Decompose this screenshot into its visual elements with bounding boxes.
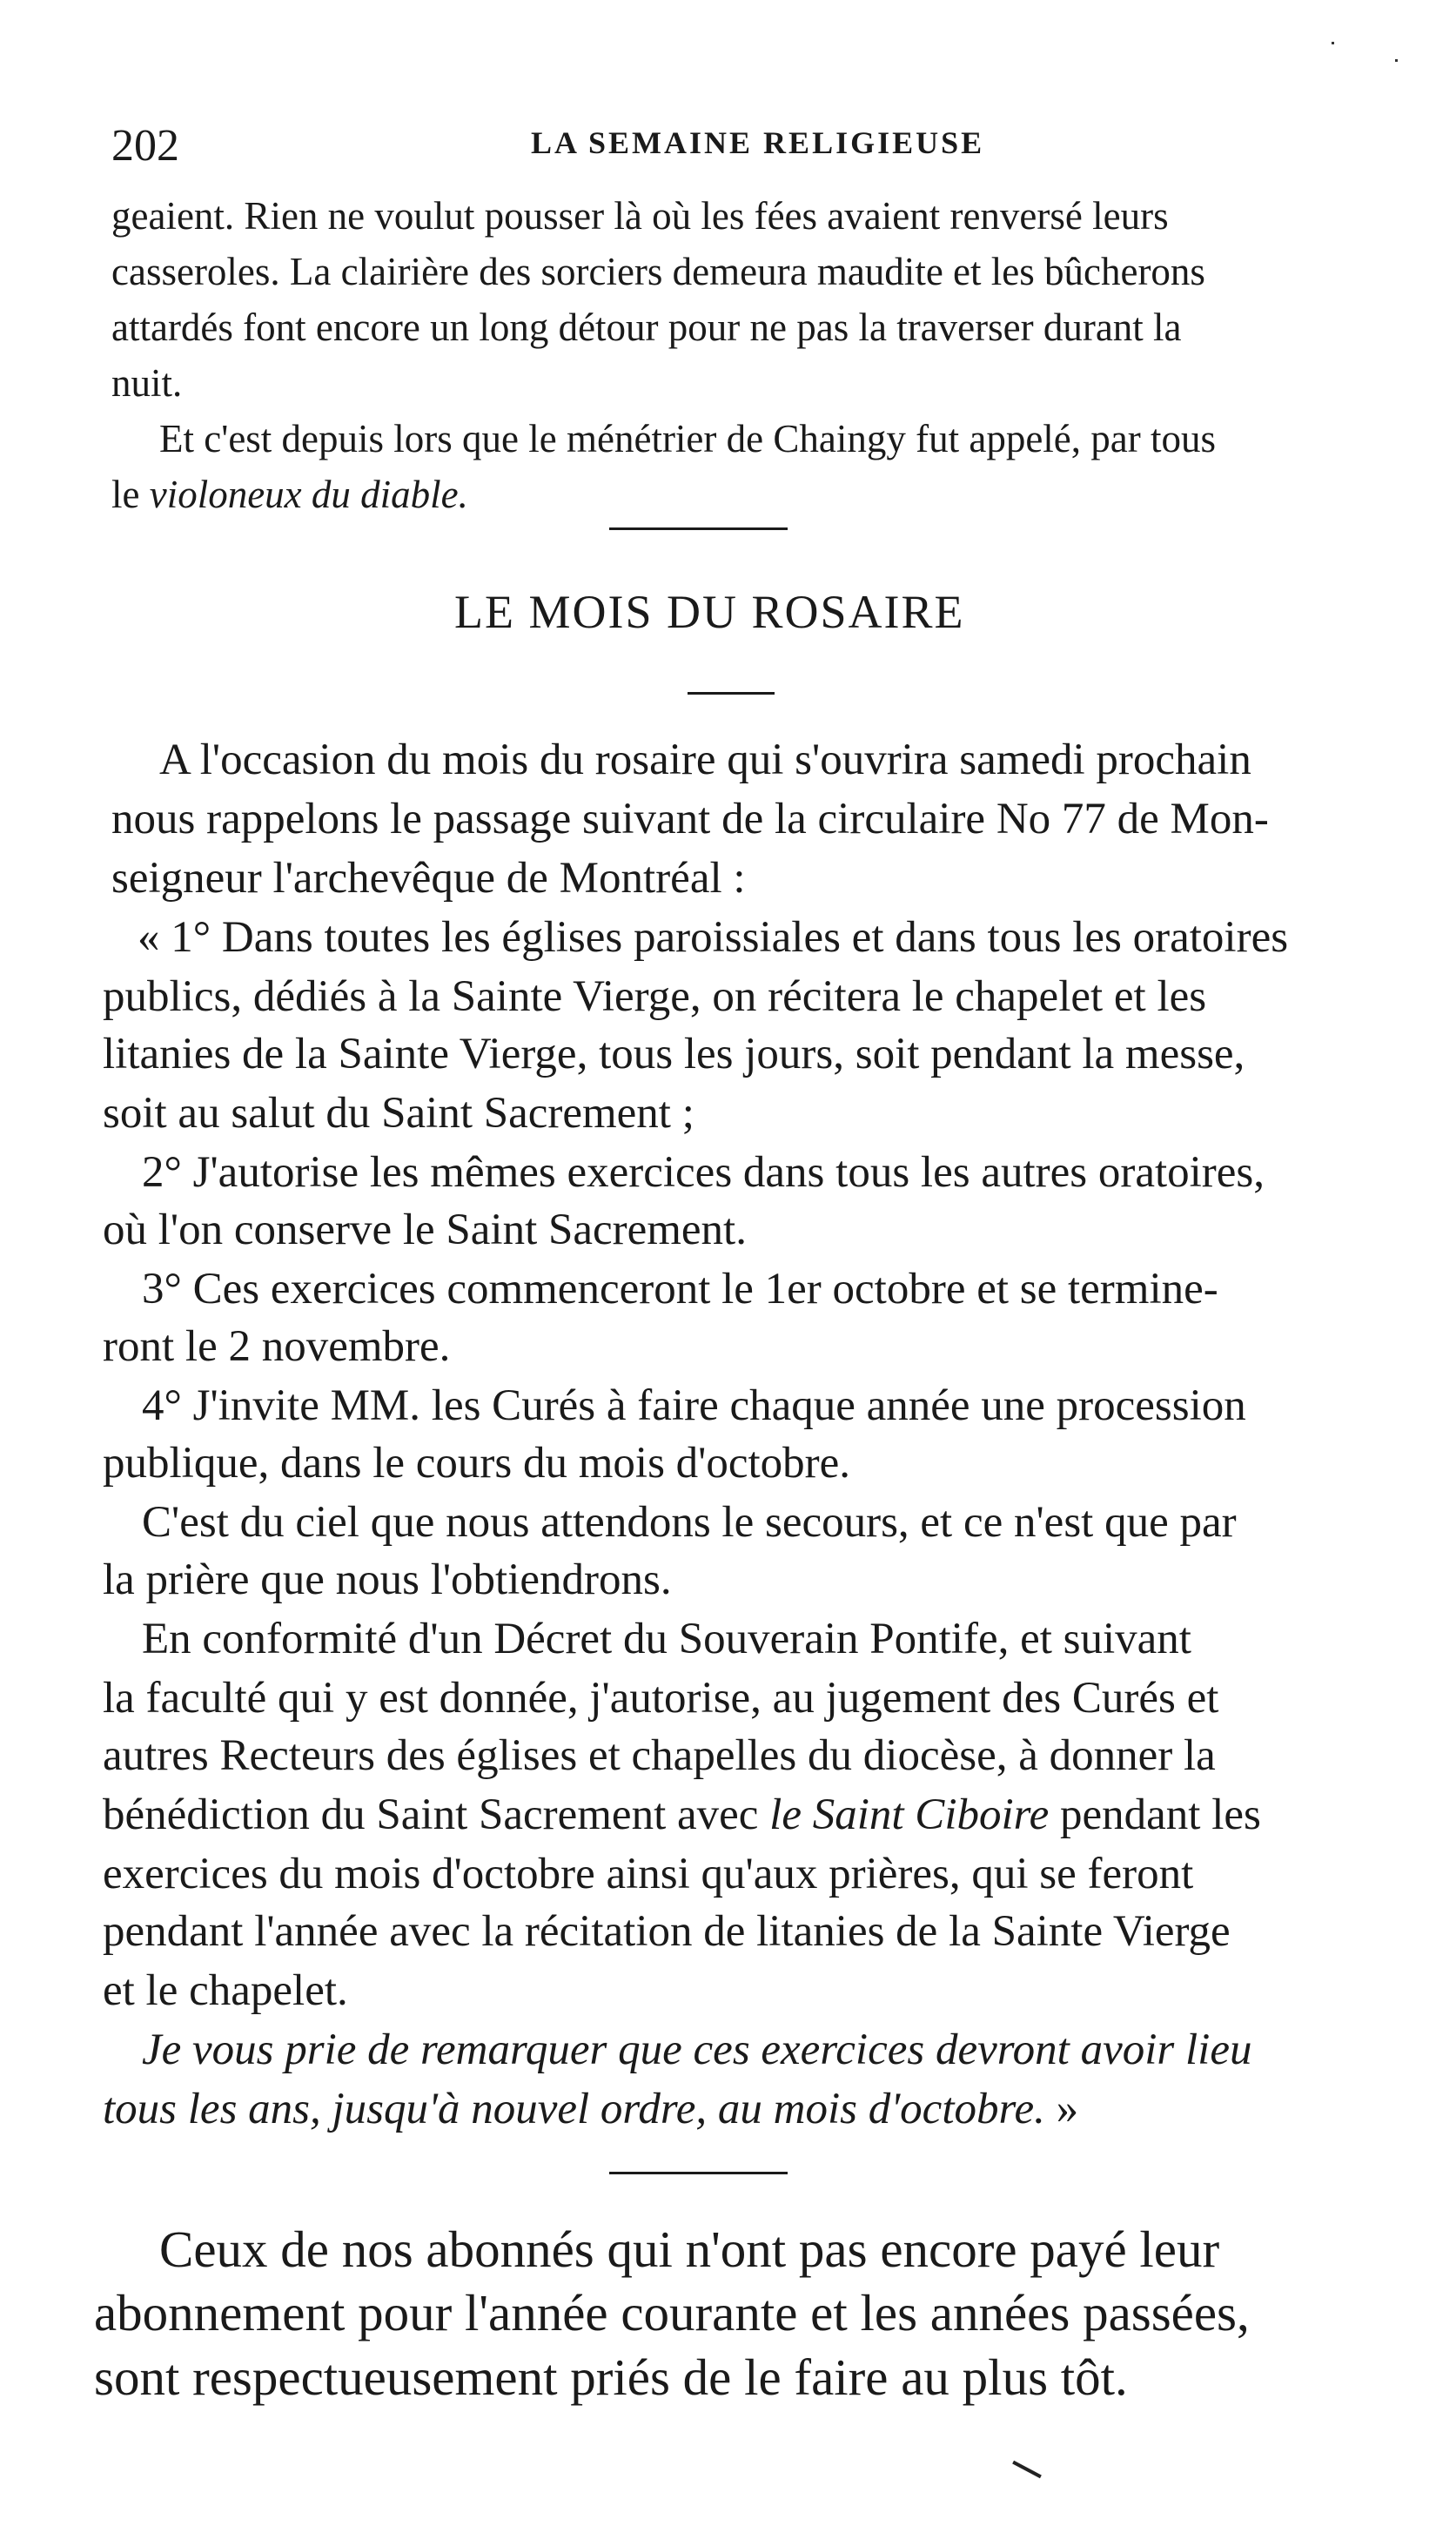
- print-speck: [1395, 59, 1398, 62]
- italic-line-1-text: Je vous prie de remarquer que ces exercices devront avoir lieu: [142, 2026, 1252, 2074]
- print-speck: [1332, 42, 1334, 44]
- closing-line-1: Ceux de nos abonnés qui n'ont pas encore payé leur: [159, 2220, 1220, 2278]
- separator-rule: [609, 527, 788, 530]
- body-line-19-italic: le Saint Ciboire: [769, 1790, 1050, 1839]
- italic-line-2-text: tous les ans, jusqu'à nouvel ordre, au mois d'octobre.: [103, 2085, 1045, 2133]
- body-line-18: autres Recteurs des églises et chapelles du diocèse, à donner la: [103, 1731, 1216, 1780]
- intro-line-3: attardés font encore un long détour pour ne pas la traverser durant la: [111, 306, 1182, 349]
- intro-line-1: geaient. Rien ne voulut pousser là où les fées avaient renversé leurs: [111, 194, 1169, 238]
- italic-line-2-quote: »: [1044, 2085, 1079, 2133]
- body-line-12: 4° J'invite MM. les Curés à faire chaque année une procession: [142, 1381, 1246, 1430]
- italic-line-2: [103, 2087, 1078, 2132]
- closing-line-2: abonnement pour l'année courante et les années passées,: [94, 2284, 1250, 2341]
- body-line-6: litanies de la Sainte Vierge, tous les jours, soit pendant la messe,: [103, 1030, 1245, 1078]
- closing-line-3: sont respectueusement priés de le faire au plus tôt.: [94, 2348, 1128, 2406]
- body-line-15: la prière que nous l'obtiendrons.: [103, 1555, 672, 1604]
- title-rule: [688, 692, 775, 695]
- section-title: LE MOIS DU ROSAIRE: [454, 586, 965, 638]
- page-number: 202: [111, 121, 179, 171]
- body-line-21: pendant l'année avec la récitation de litanies de la Sainte Vierge: [103, 1907, 1231, 1956]
- body-line-9: où l'on conserve le Saint Sacrement.: [103, 1206, 747, 1254]
- body-line-2: nous rappelons le passage suivant de la circulaire No 77 de Mon-: [111, 795, 1269, 843]
- intro-line-4: nuit.: [111, 361, 183, 405]
- italic-line-1: [142, 2028, 1251, 2073]
- body-line-19: [103, 1790, 1261, 1839]
- intro-line-6-italic: violoneux du diable.: [149, 473, 468, 516]
- body-line-4: « 1° Dans toutes les églises paroissiales et dans tous les oratoires: [138, 913, 1289, 962]
- body-line-1: A l'occasion du mois du rosaire qui s'ouvrira samedi prochain: [159, 736, 1251, 784]
- body-line-17: la faculté qui y est donnée, j'autorise, au jugement des Curés et: [103, 1674, 1219, 1723]
- body-line-3: seigneur l'archevêque de Montréal :: [111, 854, 746, 903]
- body-line-13: publique, dans le cours du mois d'octobre.: [103, 1439, 851, 1488]
- body-line-16: En conformité d'un Décret du Souverain Pontife, et suivant: [142, 1615, 1191, 1663]
- body-line-19-before: bénédiction du Saint Sacrement avec: [103, 1790, 770, 1839]
- body-line-22: et le chapelet.: [103, 1966, 348, 2015]
- running-title: LA SEMAINE RELIGIEUSE: [531, 125, 985, 160]
- body-line-11: ront le 2 novembre.: [103, 1322, 451, 1371]
- body-line-14: C'est du ciel que nous attendons le secours, et ce n'est que par: [142, 1498, 1237, 1547]
- intro-line-6: [111, 475, 468, 514]
- closing-rule: [609, 2172, 788, 2174]
- print-speck: [1012, 2461, 1042, 2478]
- intro-line-6-plain: le: [111, 473, 150, 516]
- body-line-10: 3° Ces exercices commenceront le 1er octobre et se termine-: [142, 1265, 1218, 1313]
- intro-line-5: Et c'est depuis lors que le ménétrier de Chaingy fut appelé, par tous: [159, 417, 1216, 460]
- body-line-7: soit au salut du Saint Sacrement ;: [103, 1089, 694, 1138]
- intro-line-2: casseroles. La clairière des sorciers demeura maudite et les bûcherons: [111, 250, 1205, 293]
- body-line-19-after: pendant les: [1049, 1790, 1261, 1839]
- body-line-5: publics, dédiés à la Sainte Vierge, on récitera le chapelet et les: [103, 972, 1207, 1021]
- body-line-20: exercices du mois d'octobre ainsi qu'aux prières, qui se feront: [103, 1850, 1194, 1898]
- body-line-8: 2° J'autorise les mêmes exercices dans tous les autres oratoires,: [142, 1148, 1265, 1197]
